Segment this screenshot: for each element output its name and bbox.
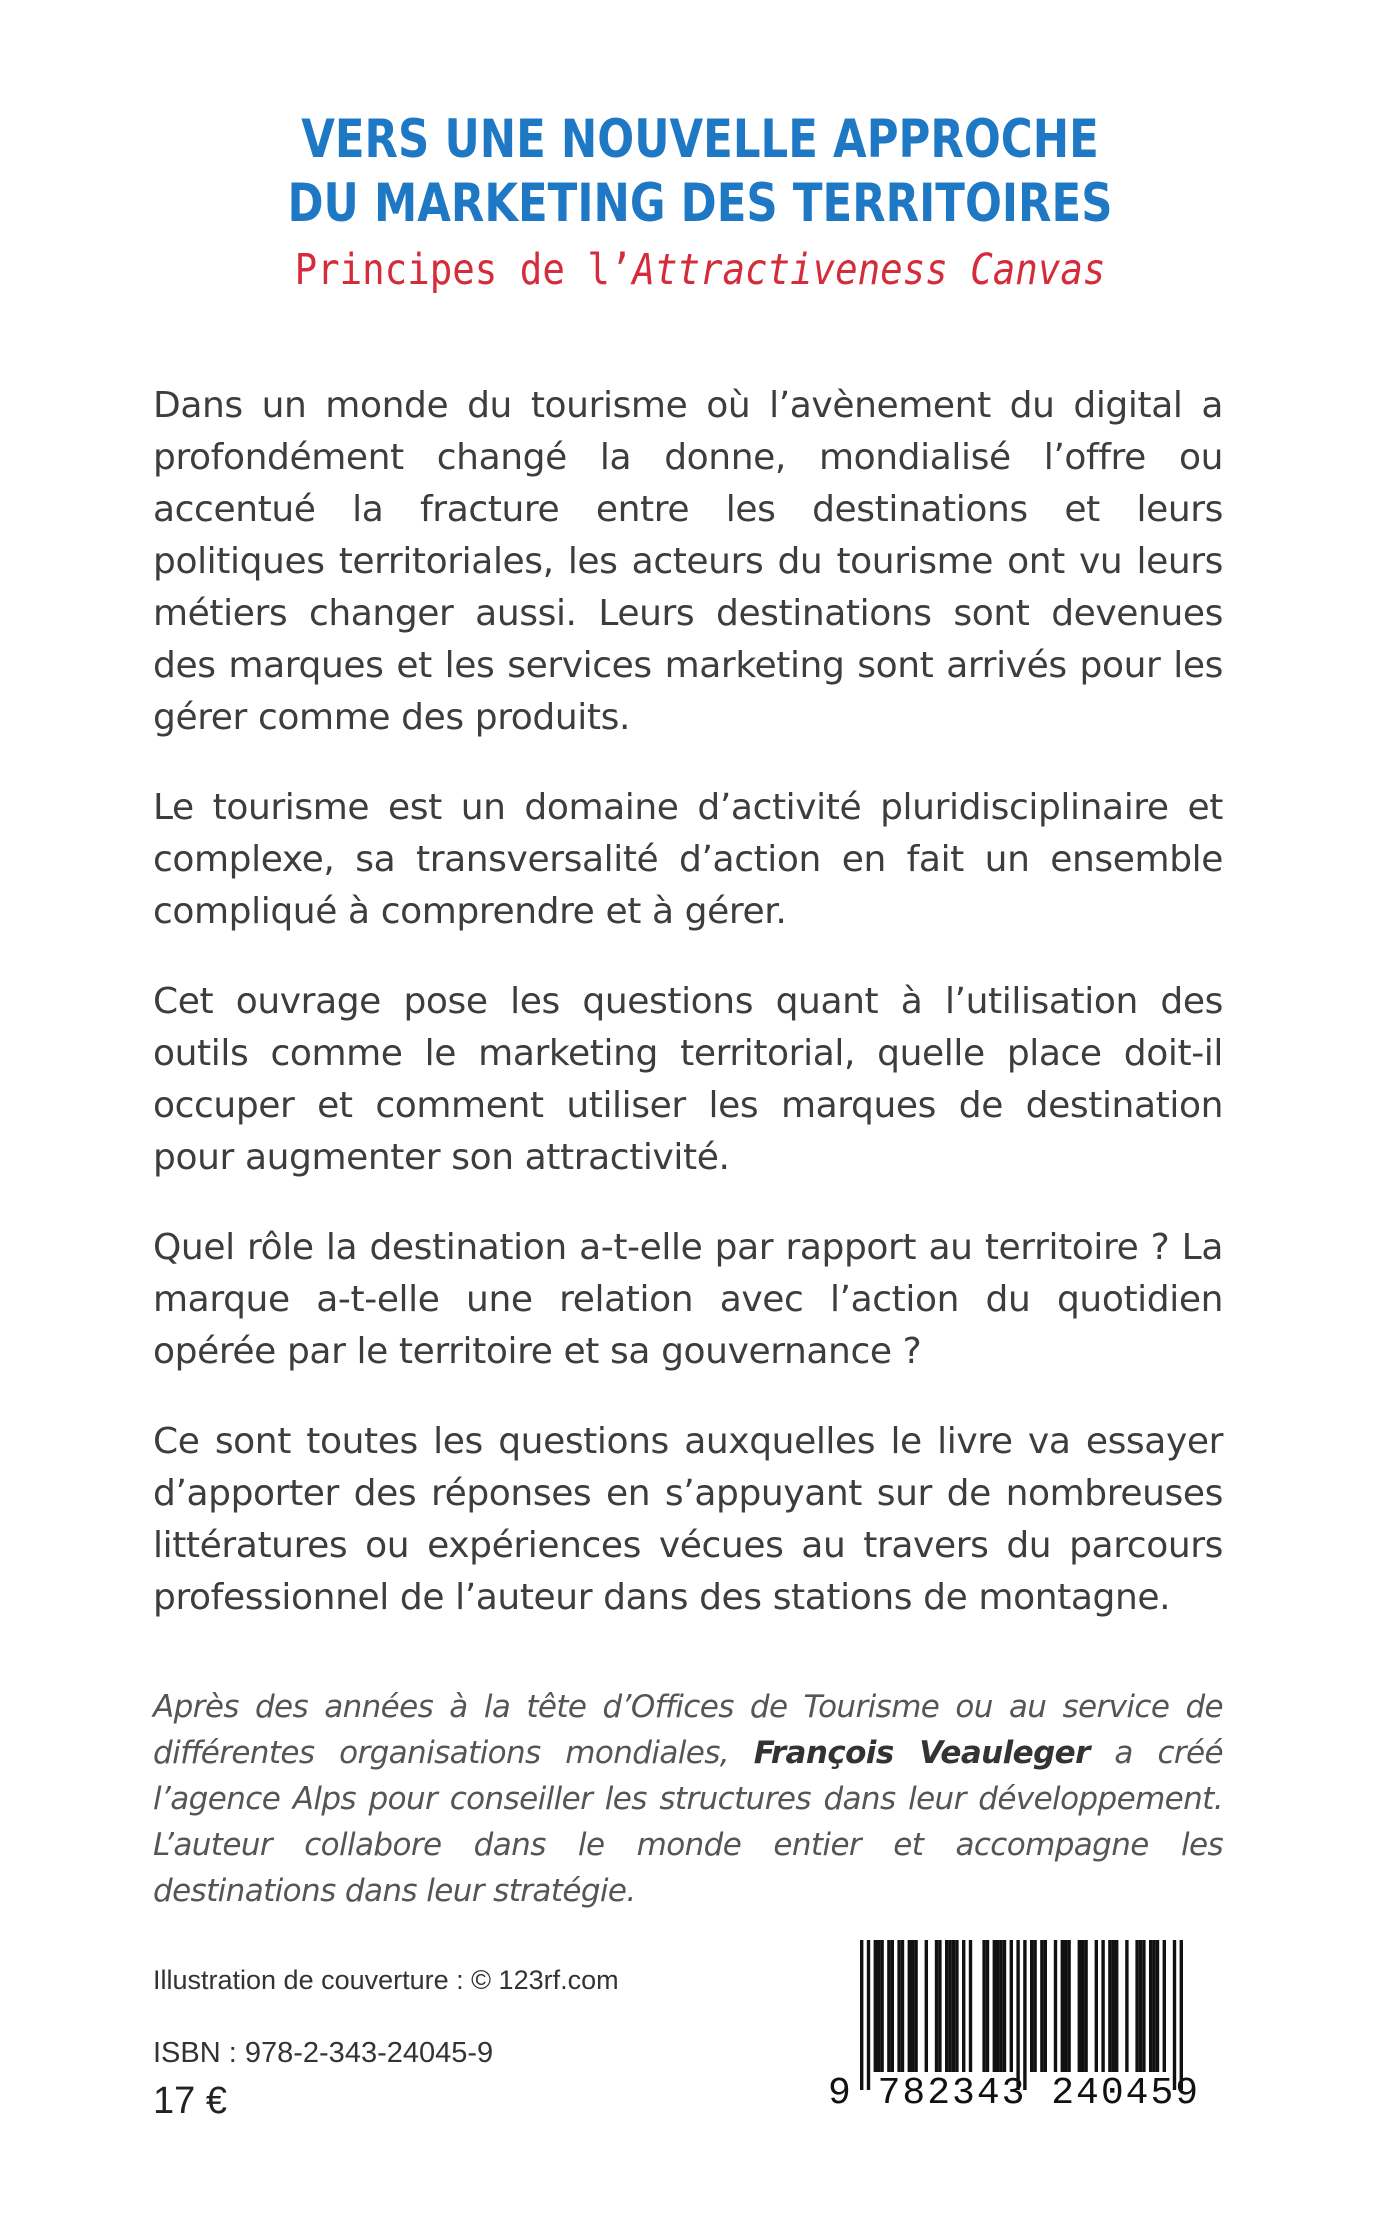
barcode-digits: 9 782343 240459	[828, 2072, 1201, 2115]
barcode-bar	[1163, 1940, 1166, 2072]
barcode-bar	[925, 1940, 928, 2072]
author-bio	[153, 1684, 1223, 1914]
barcode-bar	[938, 1940, 941, 2072]
subtitle	[91, 242, 1309, 298]
barcode-bar	[1040, 1940, 1043, 2072]
barcode-bar	[945, 1940, 948, 2072]
barcode-bar	[1101, 1940, 1104, 2072]
barcode-bar	[1084, 1940, 1087, 2072]
paragraph-3: Cet ouvrage pose les questions quant à l’utilisation des outils comme le marketing territorial, quelle place doit-il occuper et comment utiliser les marques de destination pour augmenter son attractivité.	[153, 981, 1223, 1178]
barcode-bar	[911, 1940, 914, 2072]
barcode-bar	[914, 1940, 917, 2072]
barcode-bar	[1125, 1940, 1128, 2072]
barcode-bar	[901, 1940, 904, 2072]
barcode-bar	[993, 1940, 996, 2072]
barcode-bar	[1023, 1940, 1026, 2090]
barcode-bar	[996, 1940, 999, 2072]
barcode-bar	[1044, 1940, 1047, 2072]
barcode-bar	[867, 1940, 870, 2090]
title-line-2: DU MARKETING DES TERRITOIRES	[287, 173, 1113, 234]
barcode-bar	[1149, 1940, 1152, 2072]
bio-before: Après des années à la tête d’Offices de Tourisme ou au service de différentes organisations mondiales,	[153, 1689, 1223, 1771]
barcode-bar	[874, 1940, 877, 2072]
barcode-bar	[880, 1940, 883, 2072]
barcode-bar	[962, 1940, 965, 2072]
barcode-bar	[1061, 1940, 1064, 2072]
barcode-bar	[1054, 1940, 1057, 2072]
barcode-bar	[1115, 1940, 1118, 2072]
barcode-bar	[1095, 1940, 1098, 2072]
paragraph-4: Quel rôle la destination a-t-elle par rapport au territoire ? La marque a-t-elle une relation avec l’action du quotidien opérée par le territoire et sa gouvernance ?	[153, 1227, 1223, 1372]
barcode-bar	[982, 1940, 985, 2072]
barcode-bar	[1112, 1940, 1115, 2072]
barcode-bar	[1067, 1940, 1070, 2072]
barcode-bar	[877, 1940, 880, 2072]
barcode-bar	[1016, 1940, 1019, 2090]
barcode-bar	[887, 1940, 890, 2072]
barcode-bar	[908, 1940, 911, 2072]
barcode-bar	[1180, 1940, 1183, 2090]
barcode-bar	[1142, 1940, 1145, 2072]
price: 17 €	[153, 2080, 227, 2122]
barcode-bar	[1173, 1940, 1176, 2090]
paragraph-2: Le tourisme est un domaine d’activité pluridisciplinaire et complexe, sa transversalité d’action en fait un ensemble compliqué à comprendre et à gérer.	[153, 787, 1223, 932]
back-cover-text	[153, 380, 1223, 1952]
barcode-bar	[1081, 1940, 1084, 2072]
barcode-bar	[969, 1940, 972, 2072]
barcode-bar	[1033, 1940, 1036, 2072]
barcode-bar	[1139, 1940, 1142, 2072]
barcode-bar	[897, 1940, 900, 2072]
author-name: François Veauleger	[753, 1735, 1090, 1771]
barcode	[828, 1940, 1228, 2140]
cover-title-block	[0, 108, 1400, 298]
barcode-bar	[952, 1940, 955, 2072]
barcode-bar	[986, 1940, 989, 2072]
barcode-bar	[1135, 1940, 1138, 2072]
barcode-bar	[1030, 1940, 1033, 2072]
barcode-bar	[1108, 1940, 1111, 2072]
barcode-bar	[1156, 1940, 1159, 2072]
barcode-bar	[860, 1940, 863, 2090]
isbn: ISBN : 978-2-343-24045-9	[153, 2037, 494, 2069]
barcode-bar	[1152, 1940, 1155, 2072]
title-line-1: VERS UNE NOUVELLE APPROCHE	[301, 109, 1099, 170]
paragraph-1: Dans un monde du tourisme où l’avènement du digital a profondément changé la donne, mondialisé l’offre ou accentué la fracture entre les destinations et leurs politiques territoriales, les acteurs du tourisme ont vu leurs métiers changer aussi. Leurs destinations sont devenues des marques et les services marketing sont arrivés pour les gérer comme des produits.	[153, 385, 1223, 738]
barcode-bar	[1003, 1940, 1006, 2072]
barcode-bar	[891, 1940, 894, 2072]
paragraph-5: Ce sont toutes les questions auxquelles le livre va essayer d’apporter des réponses en s’appuyant sur de nombreuses littératures ou expériences vécues au travers du parcours professionnel de l’auteur dans des stations de montagne.	[153, 1421, 1223, 1618]
barcode-bar	[955, 1940, 958, 2072]
barcode-bar	[999, 1940, 1002, 2072]
barcode-bar	[1078, 1940, 1081, 2072]
barcode-bar	[1010, 1940, 1013, 2072]
illustration-credit: Illustration de couverture : © 123rf.com	[153, 1965, 619, 1995]
subtitle-prefix: Principes de l’	[294, 245, 633, 295]
subtitle-italic: Attractiveness Canvas	[632, 245, 1106, 295]
barcode-bar	[1064, 1940, 1067, 2072]
bio-after: a créé l’agence Alps pour conseiller les structures dans leur développement. L’auteur collabore dans le monde entier et accompagne les destinations dans leur stratégie.	[153, 1735, 1223, 1909]
barcode-bar	[935, 1940, 938, 2072]
barcode-bar	[948, 1940, 951, 2072]
